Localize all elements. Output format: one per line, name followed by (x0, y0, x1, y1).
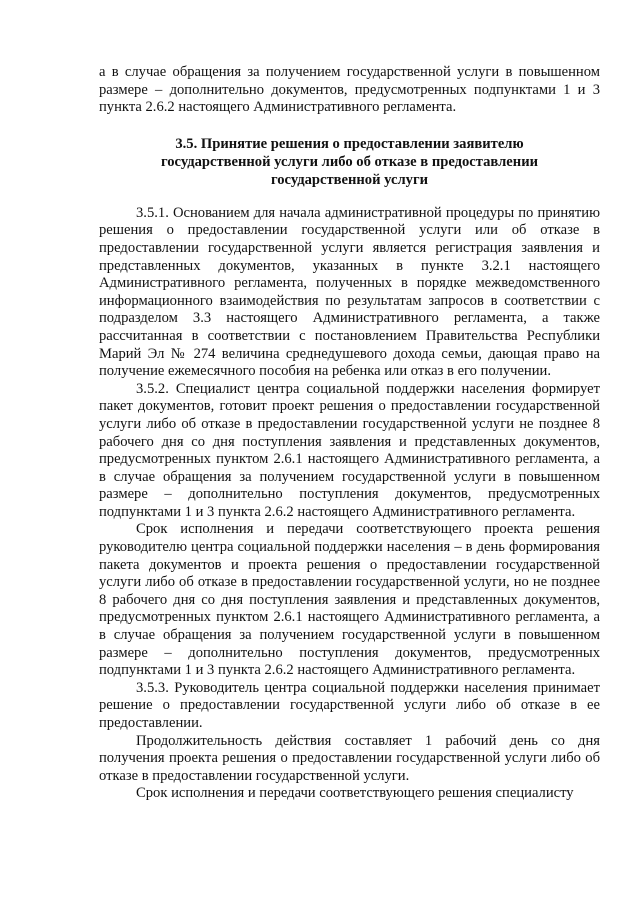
section-heading-line-3: государственной услуги (270, 171, 429, 188)
paragraph-3-5-3: 3.5.3. Руководитель центра социальной поддержки населения принимает решение о предоставлении государственной услуги либо об отказе в ее предоставлении. (99, 679, 600, 731)
section-heading-line-2: государственной услуги либо об отказе в предоставлении (160, 153, 539, 170)
paragraph-duration: Продолжительность действия составляет 1 рабочий день со дня получения проекта решения о предоставлении государственной услуги либо об отказе в предоставлении государственной услуги. (99, 732, 600, 784)
section-heading-line-1: 3.5. Принятие решения о предоставлении заявителю (175, 135, 524, 152)
document-page (99, 64, 600, 803)
paragraph-3-5-2: 3.5.2. Специалист центра социальной поддержки населения формирует пакет документов, готовит проект решения о предоставлении государственной услуги либо об отказе в предоставлении государственной услуги не позднее 8 рабочего дня со дня поступления заявления и представленных документов, предусмотренных пунктом 2.6.1 настоящего Административного регламента, а в случае обращения за получением государственной услуги в повышенном размере – дополнительно поступления документов, предусмотренных подпунктами 1 и 3 пункта 2.6.2 настоящего Административного регламента. (99, 380, 600, 520)
section-heading (99, 135, 600, 189)
paragraph-3-5-1: 3.5.1. Основанием для начала административной процедуры по принятию решения о предоставлении государственной услуги или об отказе в предоставлении государственной услуги является регистрация заявления и представленных документов, указанных в пункте 3.2.1 настоящего Административного регламента, полученных в порядке межведомственного информационного взаимодействия по результатам запросов в соответствии с подразделом 3.3 настоящего Административного регламента, а также рассчитанная в соответствии с постановлением Правительства Республики Марий Эл № 274 величина среднедушевого дохода семьи, дающая право на получение ежемесячного пособия на ребенка или отказ в его получении. (99, 204, 600, 380)
paragraph-deadline-draft: Срок исполнения и передачи соответствующего проекта решения руководителю центра социальной поддержки населения – в день формирования пакета документов и проекта решения о предоставлении государственной услуги либо об отказе в предоставлении государственной услуги, но не позднее 8 рабочего дня со дня поступления заявления и представленных документов, предусмотренных пунктом 2.6.1 настоящего Административного регламента, а в случае обращения за получением государственной услуги в повышенном размере – дополнительно поступления документов, предусмотренных подпунктами 1 и 3 пункта 2.6.2 настоящего Административного регламента. (99, 521, 600, 679)
intro-paragraph: а в случае обращения за получением государственной услуги в повышенном размере – дополнительно документов, предусмотренных подпунктами 1 и 3 пункта 2.6.2 настоящего Административного регламента. (99, 64, 600, 116)
paragraph-deadline-decision: Срок исполнения и передачи соответствующего решения специалисту (136, 785, 574, 802)
